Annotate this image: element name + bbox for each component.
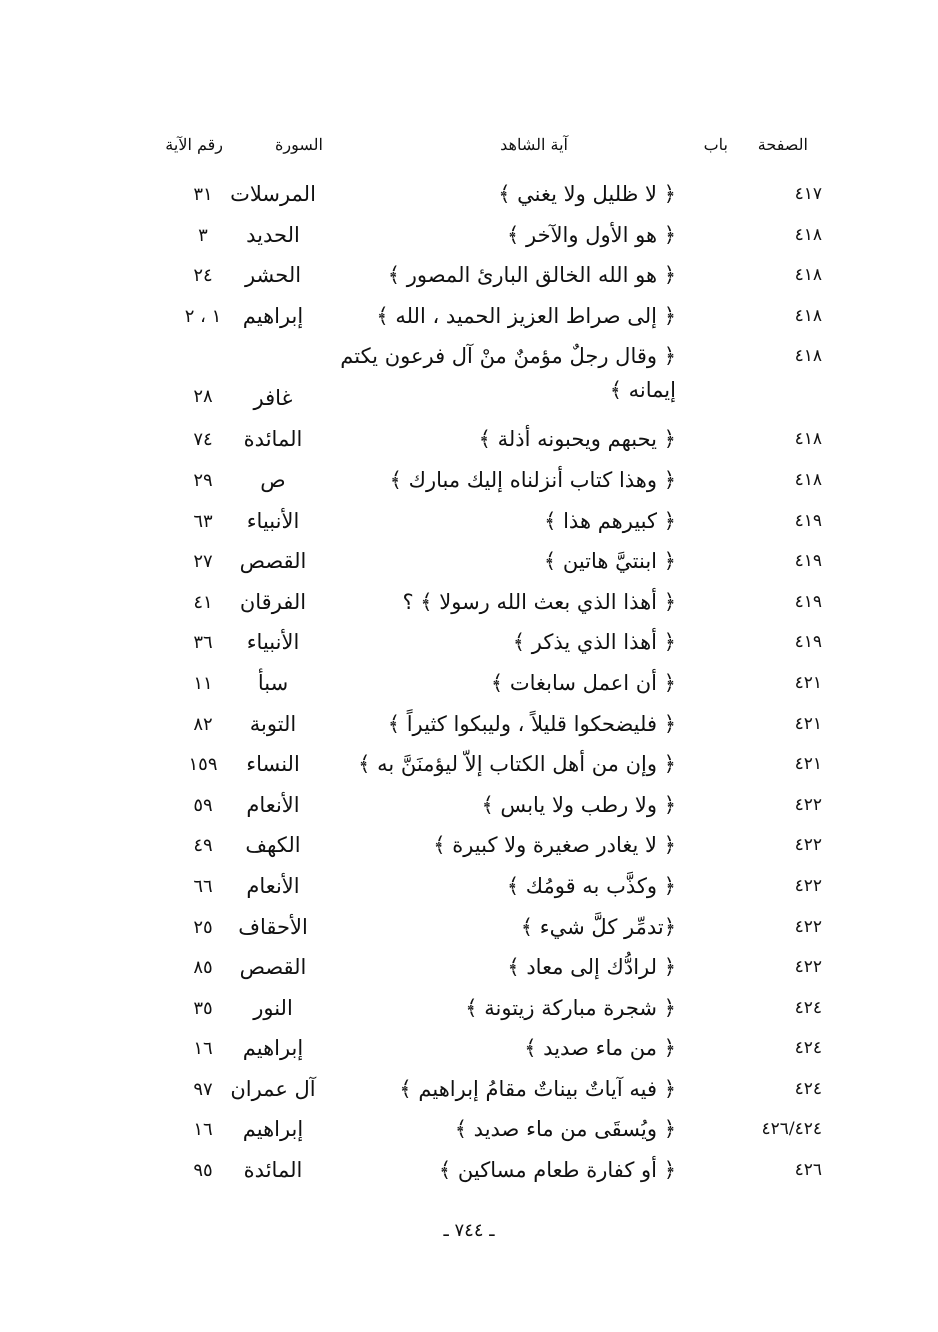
verse-text: [346, 549, 676, 574]
header-chapter: باب: [703, 135, 728, 154]
verse-number: ٤٩: [193, 835, 213, 857]
verse-line: ﴿ فليضحكوا قليلاً ، وليبكوا كثيراً ﴾: [387, 711, 676, 736]
verse-line: ﴿ كبيرهم هذا ﴾: [544, 508, 676, 533]
page-ref: ٤١٨: [794, 469, 822, 490]
page-ref: ٤١٩: [794, 591, 822, 612]
page-ref: ٤٢٢: [794, 835, 822, 856]
verse-text: [346, 1077, 676, 1102]
verse-line: ﴿ ابنتيَّ هاتين ﴾: [543, 549, 676, 574]
verse-line: ﴿ أن اعمل سابغات ﴾: [490, 670, 676, 695]
verse-line: ﴿ لا ظليل ولا يغني ﴾: [498, 182, 676, 206]
header-surah: السورة: [275, 135, 323, 154]
verse-text: [346, 630, 676, 655]
verse-line: ﴿ وقال رجلٌ مؤمنٌ منْ آل فرعون يكتم: [340, 344, 676, 369]
verse-text: [346, 874, 676, 899]
page-number: ـ ٧٤٤ ـ: [443, 1220, 495, 1241]
page-ref: ٤٢٤: [794, 1038, 822, 1059]
surah-name: الأنعام: [246, 873, 300, 898]
table-row: [0, 425, 938, 466]
surah-name: إبراهيم: [242, 1036, 304, 1061]
verse-text: [346, 304, 676, 329]
surah-name: الأحقاف: [238, 914, 308, 939]
surah-name: إبراهيم: [242, 1117, 304, 1142]
verse-text: [346, 671, 676, 696]
surah-name: سبأ: [257, 670, 289, 695]
verse-line-continued: إيمانه ﴾: [609, 377, 676, 402]
surah-name: المائدة: [243, 427, 303, 452]
verse-number: ٤١: [193, 591, 213, 613]
verse-line: ﴿ ويُسقَى من ماء صديد ﴾: [454, 1117, 676, 1142]
page-ref: ٤٢٤: [794, 1078, 822, 1099]
page-ref: ٤١٩: [794, 632, 822, 653]
table-row: [0, 669, 938, 710]
verse-number: ٢٥: [193, 916, 213, 938]
surah-name: القصص: [239, 955, 307, 980]
surah-name: الأنبياء: [246, 508, 300, 533]
page-ref: ٤٢١: [794, 713, 822, 734]
verse-number: ٢٤: [193, 265, 213, 287]
verse-number: ١١: [193, 672, 213, 694]
table-row: [0, 302, 938, 343]
verse-number: ٢٨: [193, 386, 213, 408]
verse-number: ٩٧: [193, 1078, 213, 1100]
header-page: الصفحة: [757, 135, 808, 154]
verse-line: ﴿تدمِّر كلَّ شيء ﴾: [520, 914, 676, 939]
verse-text: [346, 793, 676, 818]
surah-name: ص: [260, 467, 286, 492]
table-row: [0, 872, 938, 913]
page-ref: ٤٢١: [794, 672, 822, 693]
verse-line: ﴿ وكذَّب به قومُك ﴾: [506, 873, 676, 898]
table-row: [0, 1115, 938, 1156]
verse-line: ﴿ لرادُّك إلى معاد ﴾: [507, 955, 676, 980]
verse-line: ﴿ من ماء صديد ﴾: [524, 1036, 676, 1061]
verse-line: ﴿ فيه آياتٌ بيناتٌ مقامُ إبراهيم ﴾: [399, 1076, 676, 1101]
verse-line: ﴿ أهذا الذي يذكر ﴾: [512, 630, 676, 655]
verse-text: [346, 752, 676, 777]
verse-number: ٦٦: [193, 875, 213, 897]
verse-text: [346, 590, 676, 615]
surah-name: التوبة: [249, 711, 297, 736]
index-table: [0, 180, 938, 1197]
surah-name: إبراهيم: [242, 303, 304, 328]
table-row: [0, 507, 938, 548]
verse-number: ٣: [198, 224, 208, 246]
verse-text: [346, 427, 676, 452]
verse-line: ﴿ يحبهم ويحبونه أذلة ﴾: [478, 427, 676, 452]
page-ref: ٤٢٤: [794, 997, 822, 1018]
table-row: [0, 180, 938, 221]
verse-text: [346, 712, 676, 737]
page-ref: ٤١٧: [794, 184, 822, 204]
table-row: [0, 831, 938, 872]
verse-number: ٦٣: [193, 510, 213, 532]
table-row: [0, 1156, 938, 1197]
page-ref: ٤٢٢: [794, 957, 822, 978]
verse-text: [340, 344, 676, 402]
verse-text: [346, 182, 676, 207]
verse-number: ١ ، ٢: [184, 305, 222, 327]
page-ref: ٤٢٦: [794, 1160, 822, 1181]
verse-number: ٢٧: [193, 551, 213, 573]
verse-text: [346, 955, 676, 980]
table-row: [0, 628, 938, 669]
surah-name: النساء: [246, 752, 300, 777]
header-verse: آية الشاهد: [500, 135, 568, 154]
verse-number: ٣٦: [193, 632, 213, 654]
verse-text: [346, 833, 676, 858]
surah-name: الأنعام: [246, 792, 300, 817]
verse-text: [346, 1117, 676, 1142]
surah-name: الكهف: [245, 833, 301, 858]
verse-text: [346, 996, 676, 1021]
verse-number: ٢٩: [193, 469, 213, 491]
page-ref: ٤١٨: [794, 265, 822, 286]
table-row: [0, 750, 938, 791]
table-row: [0, 1075, 938, 1116]
surah-name: الفرقان: [239, 589, 307, 614]
page-ref: ٤١٩: [794, 510, 822, 531]
verse-text: [346, 1158, 676, 1183]
verse-number: ٣٥: [193, 997, 213, 1019]
verse-line: ﴿ ولا رطب ولا يابس ﴾: [481, 792, 676, 817]
surah-name: الحديد: [246, 222, 300, 247]
verse-text: [346, 1036, 676, 1061]
surah-name: آل عمران: [230, 1076, 316, 1101]
surah-name: الحشر: [244, 263, 302, 288]
verse-text: [346, 509, 676, 534]
page-ref: ٤١٨: [794, 305, 822, 326]
table-row: [0, 791, 938, 832]
page-ref: ٤٢٢: [794, 794, 822, 815]
table-row: [0, 466, 938, 507]
surah-name: غافر: [253, 386, 293, 411]
page-ref: ٤١٩: [794, 551, 822, 572]
surah-name: المرسلات: [230, 182, 316, 206]
page-ref: ٤٢٢: [794, 875, 822, 896]
page-ref: ٤١٨: [794, 429, 822, 450]
verse-line: ﴿ أو كفارة طعام مساكين ﴾: [438, 1158, 676, 1183]
surah-name: المائدة: [243, 1158, 303, 1183]
table-row: [0, 994, 938, 1035]
verse-number: ٨٥: [193, 957, 213, 979]
page-ref: ٤٢٢: [794, 916, 822, 937]
page-ref: ٤٢١: [794, 754, 822, 775]
page-ref: ٤٢٦/٤٢٤: [761, 1119, 822, 1140]
table-row: [0, 1034, 938, 1075]
verse-text: [346, 915, 676, 940]
verse-number: ٨٢: [193, 713, 213, 735]
table-row: [0, 547, 938, 588]
verse-line: ﴿ شجرة مباركة زيتونة ﴾: [465, 995, 676, 1020]
verse-number: ٥٩: [193, 794, 213, 816]
header-verse-number: رقم الآية: [165, 135, 223, 154]
table-row: [0, 342, 938, 425]
table-row: [0, 710, 938, 751]
verse-number: ١٥٩: [188, 754, 218, 776]
verse-line: ﴿ هو الأول والآخر ﴾: [507, 222, 676, 247]
table-row: [0, 221, 938, 262]
page-ref: ٤١٨: [794, 346, 822, 367]
verse-line: ﴿ إلى صراط العزيز الحميد ، الله ﴾: [376, 303, 676, 328]
surah-name: القصص: [239, 549, 307, 574]
table-row: [0, 261, 938, 302]
table-row: [0, 953, 938, 994]
page-ref: ٤١٨: [794, 224, 822, 245]
verse-number: ٧٤: [193, 429, 213, 451]
verse-text: [346, 468, 676, 493]
verse-line: ﴿ وإن من أهل الكتاب إلاّ ليؤمنَنَّ به ﴾: [358, 752, 676, 777]
surah-name: الأنبياء: [246, 630, 300, 655]
verse-line: ﴿ أهذا الذي بعث الله رسولا ﴾ ؟: [402, 589, 676, 614]
verse-number: ٩٥: [193, 1160, 213, 1182]
verse-line: ﴿ لا يغادر صغيرة ولا كبيرة ﴾: [433, 833, 676, 858]
verse-number: ١٦: [193, 1038, 213, 1060]
verse-text: [346, 223, 676, 248]
surah-name: النور: [253, 995, 293, 1020]
verse-line: ﴿ هو الله الخالق البارئ المصور ﴾: [387, 263, 676, 288]
table-row: [0, 588, 938, 629]
verse-number: ١٦: [193, 1119, 213, 1141]
verse-line: ﴿ وهذا كتاب أنزلناه إليك مبارك ﴾: [389, 467, 676, 492]
verse-number: ٣١: [193, 184, 213, 205]
verse-text: [346, 263, 676, 288]
table-row: [0, 913, 938, 954]
